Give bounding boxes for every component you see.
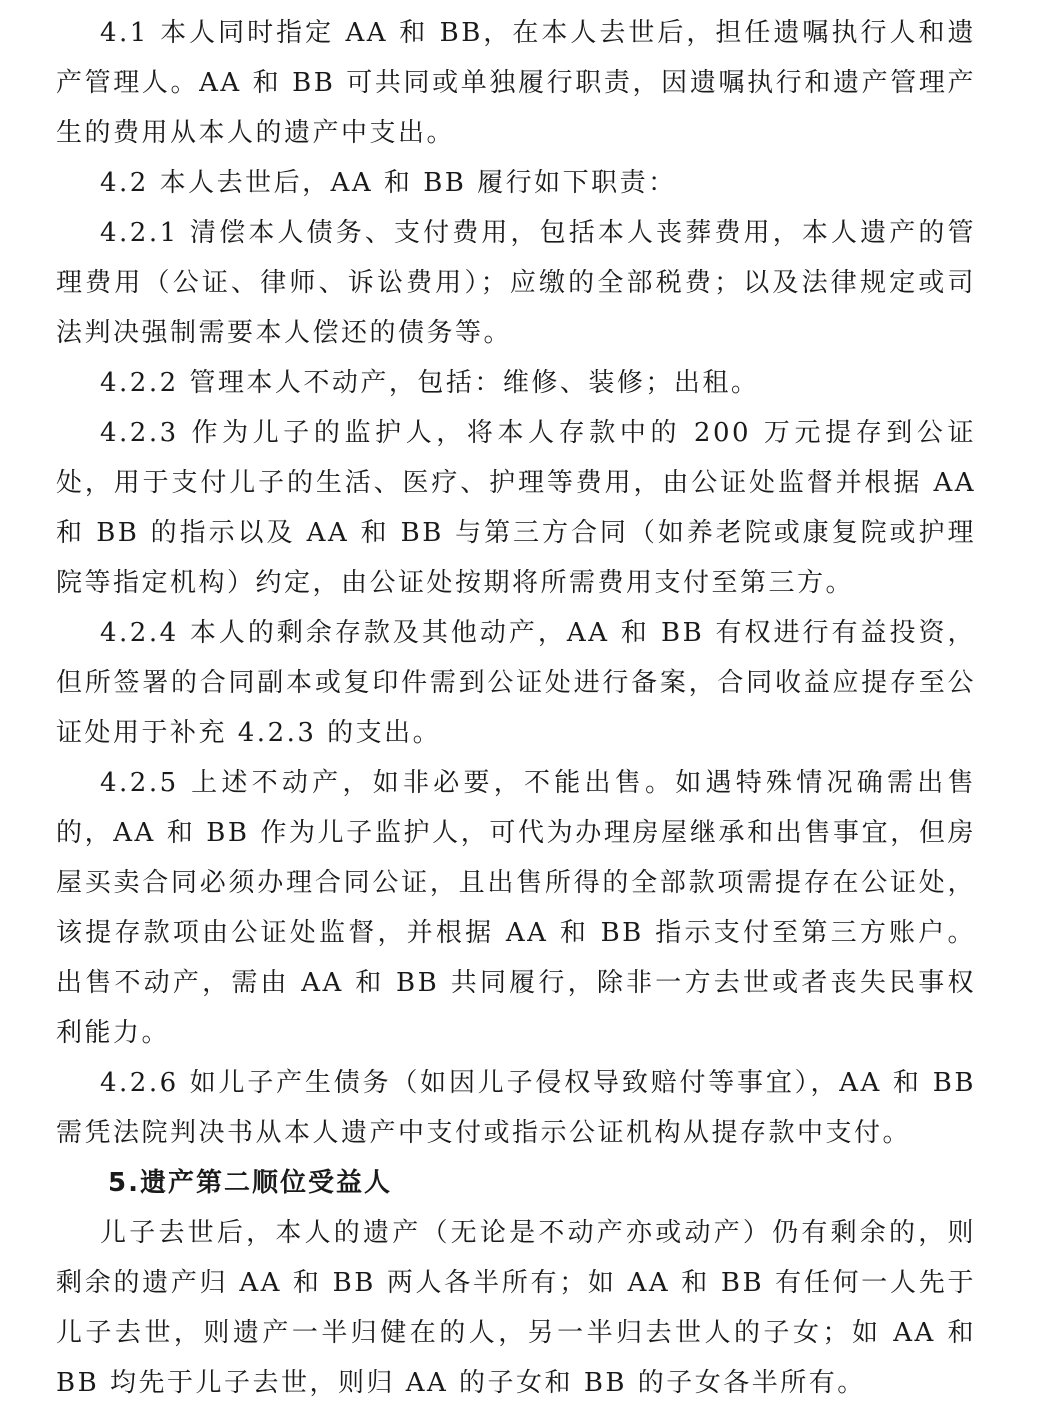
clause-4-2-5: 4.2.5 上述不动产，如非必要，不能出售。如遇特殊情况确需出售的，AA 和 BB 作为儿子监护人，可代为办理房屋继承和出售事宜，但房屋买卖合同必须办理合同公证，且出售所得的全部款项需提存在公证处，该提存款项由公证处监督，并根据 AA 和 BB 指示支付至第三方账户。出售不动产，需由 AA 和 BB 共同履行，除非一方去世或者丧失民事权利能力。 (56, 768, 976, 1048)
clause-4-2: 4.2 本人去世后，AA 和 BB 履行如下职责： (100, 168, 677, 198)
clause-4-2-6: 4.2.6 如儿子产生债务（如因儿子侵权导致赔付等事宜），AA 和 BB 需凭法院判决书从本人遗产中支付或指示公证机构从提存款中支付。 (56, 1068, 976, 1148)
clause-4-1: 4.1 本人同时指定 AA 和 BB，在本人去世后，担任遗嘱执行人和遗产管理人。AA 和 BB 可共同或单独履行职责，因遗嘱执行和遗产管理产生的费用从本人的遗产中支出。 (56, 18, 976, 148)
clause-4-2-3: 4.2.3 作为儿子的监护人，将本人存款中的 200 万元提存到公证处，用于支付儿子的生活、医疗、护理等费用，由公证处监督并根据 AA 和 BB 的指示以及 AA 和 BB 与第三方合同（如养老院或康复院或护理院等指定机构）约定，由公证处按期将所需费用支付至第三方。 (56, 418, 976, 598)
document-page (56, 8, 976, 1408)
clause-4-2-2: 4.2.2 管理本人不动产，包括：维修、装修；出租。 (100, 368, 760, 398)
section-5-body: 儿子去世后，本人的遗产（无论是不动产亦或动产）仍有剩余的，则剩余的遗产归 AA 和 BB 两人各半所有；如 AA 和 BB 有任何一人先于儿子去世，则遗产一半归健在的人，另一半归去世人的子女；如 AA 和 BB 均先于儿子去世，则归 AA 的子女和 BB 的子女各半所有。 (56, 1218, 976, 1398)
section-5-heading: 5.遗产第二顺位受益人 (108, 1168, 392, 1198)
clause-4-2-4: 4.2.4 本人的剩余存款及其他动产，AA 和 BB 有权进行有益投资，但所签署的合同副本或复印件需到公证处进行备案，合同收益应提存至公证处用于补充 4.2.3 的支出。 (56, 618, 976, 748)
clause-4-2-1: 4.2.1 清偿本人债务、支付费用，包括本人丧葬费用，本人遗产的管理费用（公证、律师、诉讼费用）；应缴的全部税费；以及法律规定或司法判决强制需要本人偿还的债务等。 (56, 218, 976, 348)
